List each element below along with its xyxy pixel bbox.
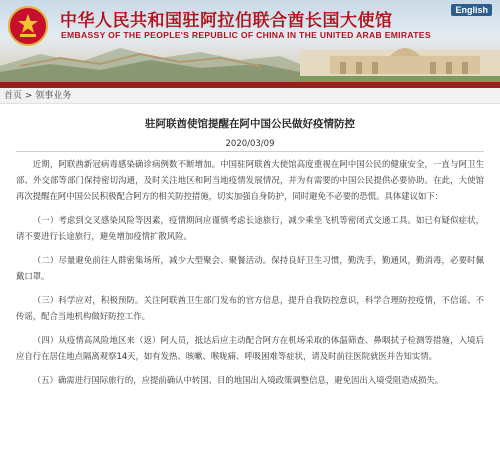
breadcrumb-separator: > xyxy=(22,91,36,101)
title-divider xyxy=(16,151,484,152)
article-body xyxy=(16,156,484,396)
article-date: 2020/03/09 xyxy=(225,139,275,149)
article-paragraph: （五）确需进行国际旅行的，应提前确认中转国、目的地国出入境政策调整信息，避免因出入境受阻造成损失。 xyxy=(32,375,444,385)
breadcrumb xyxy=(0,88,500,104)
breadcrumb-home-link[interactable]: 首页 xyxy=(4,91,23,101)
article-paragraph: （三）科学应对，积极预防。关注阿联酋卫生部门发布的官方信息，提升自我防控意识，科学合理防控疫情，不信谣、不传谣，配合当地机构做好防控工作。 xyxy=(16,295,484,321)
english-language-link[interactable]: English xyxy=(451,4,492,16)
header-banner xyxy=(0,0,500,82)
breadcrumb-section-link[interactable]: 领事业务 xyxy=(35,91,72,101)
article-paragraph: 近期，阿联酋新冠病毒感染确诊病例数不断增加。中国驻阿联酋大使馆高度重视在阿中国公民的健康安全，一直与阿卫生部、外交部等部门保持密切沟通，及时关注地区和阿当地疫情发展情况，并为有需要的中国公民提供必要协助。在此，大使馆再次提醒在阿中国公民积极配合阿方的相关防控措施，切实加强自身防护，同时避免不必要的恐慌。具体建议如下： xyxy=(16,159,484,201)
article-paragraph: （四）从疫情高风险地区来（返）阿人员，抵达后应主动配合阿方在机场采取的体温筛查、鼻咽拭子检测等措施，入境后应自行在居住地点隔离观察14天，如有发热、咳嗽、喉咙痛、呼吸困难等症状，请及时前往医院就医并告知实情。 xyxy=(16,335,484,361)
article-paragraph: （一）考虑到交叉感染风险等因素，疫情期间应谨慎考虑长途旅行，减少乘坐飞机等密闭式交通工具。如已有疑似症状，请不要进行长途旅行，避免增加疫情扩散风险。 xyxy=(16,215,484,241)
article-paragraph: （二）尽量避免前往人群密集场所，减少大型聚会、聚餐活动。保持良好卫生习惯，勤洗手，勤通风，勤消毒，必要时佩戴口罩。 xyxy=(16,255,484,281)
national-emblem-icon xyxy=(8,6,48,46)
article-title: 驻阿联酋使馆提醒在阿中国公民做好疫情防控 xyxy=(145,118,355,130)
great-wall-landscape-image xyxy=(0,36,500,82)
site-title-chinese[interactable]: 中华人民共和国驻阿拉伯联合酋长国大使馆 xyxy=(60,11,393,31)
site-title-english[interactable]: EMBASSY OF THE PEOPLE'S REPUBLIC OF CHINA IN THE UNITED ARAB EMIRATES xyxy=(61,30,431,40)
